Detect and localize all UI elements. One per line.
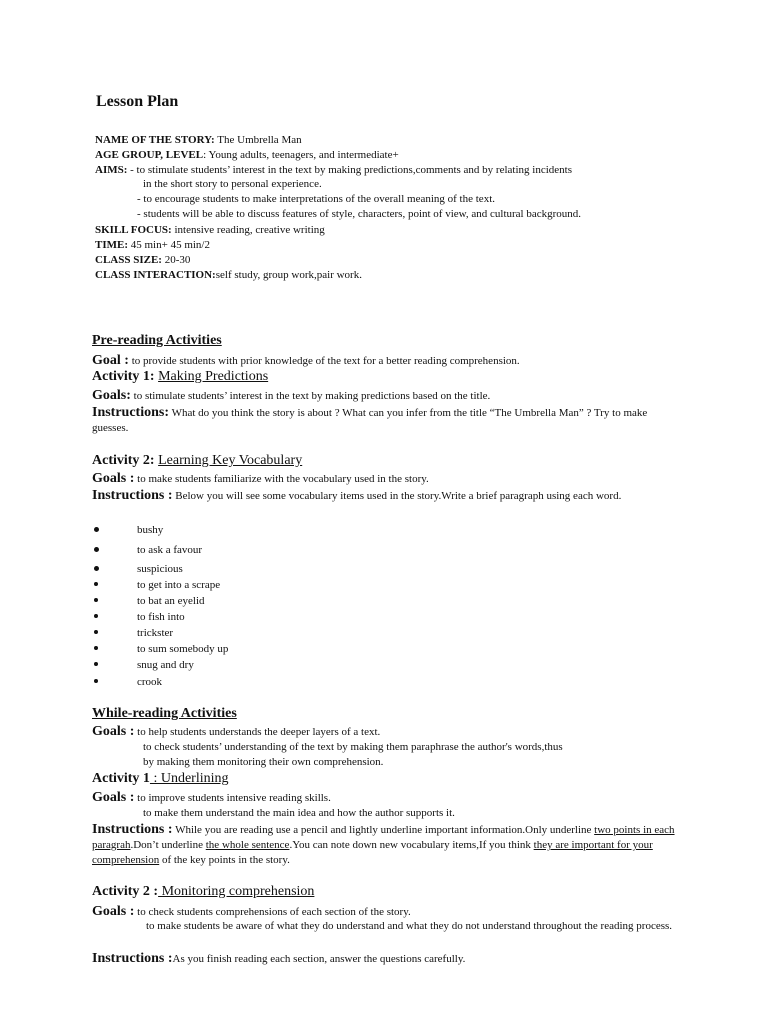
list-item: to sum somebody up [137, 643, 229, 655]
skill-line: SKILL FOCUS: intensive reading, creative writing [95, 224, 325, 236]
bullet-icon [94, 547, 99, 552]
while-activity-2-instructions: Instructions :As you finish reading each section, answer the questions carefully. [92, 951, 466, 966]
bullet-icon [94, 582, 98, 586]
page-title: Lesson Plan [96, 93, 179, 110]
while-activity-1-instructions: Instructions : While you are reading use a pencil and lightly underline important information.Only underline two points in each paragrah.Don’t underline the whole sentence.You can note down new vocabulary items,If you think they are important for your comprehension of the key points in the story. [92, 822, 675, 866]
list-item: bushy [137, 524, 164, 536]
aims-line: AIMS: - to stimulate students’ interest in the text by making predictions,comments and by relating incidents [95, 164, 572, 176]
list-item: suspicious [137, 563, 183, 575]
bullet-icon [94, 614, 98, 618]
list-item: snug and dry [137, 659, 194, 671]
list-item: to bat an eyelid [137, 595, 205, 607]
aims-line-3: - students will be able to discuss features of style, characters, point of view, and cultural background. [137, 208, 582, 220]
list-item: trickster [137, 627, 174, 639]
bullet-icon [94, 662, 98, 666]
list-item: to get into a scrape [137, 579, 221, 591]
pre-activity-2-goals: Goals : to make students familiarize with the vocabulary used in the story. [92, 471, 429, 486]
list-item: to ask a favour [137, 544, 203, 556]
pre-activity-1-heading: Activity 1: Making Predictions [92, 369, 269, 384]
pre-goal: Goal : to provide students with prior knowledge of the text for a better reading comprehension. [92, 353, 520, 368]
list-item: to fish into [137, 611, 185, 623]
bullet-icon [94, 630, 98, 634]
bullet-icon [94, 527, 99, 532]
while-activity-1-goals-2: to make them understand the main idea and how the author supports it. [143, 807, 455, 819]
list-item: crook [137, 676, 163, 688]
aims-line-2: - to encourage students to make interpretations of the overall meaning of the text. [137, 193, 495, 205]
bullet-icon [94, 566, 99, 571]
size-line: CLASS SIZE: 20-30 [95, 254, 191, 266]
pre-activity-2-heading: Activity 2: Learning Key Vocabulary [92, 453, 303, 468]
bullet-icon [94, 679, 98, 683]
while-activity-2-goals-2: to make students be aware of what they do understand and what they do not understand throughout the reading process. [146, 920, 673, 932]
while-activity-2-heading: Activity 2 : Monitoring comprehension [92, 884, 315, 899]
interaction-line: CLASS INTERACTION:self study, group work,pair work. [95, 269, 362, 281]
pre-activity-2-instructions: Instructions : Below you will see some vocabulary items used in the story.Write a brief paragraph using each word. [92, 488, 622, 503]
while-activity-1-goals: Goals : to improve students intensive reading skills. [92, 790, 331, 805]
while-activity-2-goals: Goals : to check students comprehensions of each section of the story. [92, 904, 411, 919]
while-reading-heading: While-reading Activities [92, 706, 237, 721]
pre-reading-heading: Pre-reading Activities [92, 333, 222, 348]
time-line: TIME: 45 min+ 45 min/2 [95, 239, 210, 251]
while-activity-1-heading: Activity 1 : Underlining [92, 771, 229, 786]
while-goals: Goals : to help students understands the deeper layers of a text. [92, 724, 381, 739]
story-line: NAME OF THE STORY: The Umbrella Man [95, 134, 302, 146]
age-line: AGE GROUP, LEVEL: Young adults, teenagers, and intermediate+ [95, 149, 399, 161]
while-goals-3: by making them monitoring their own comprehension. [143, 756, 384, 768]
pre-activity-1-goals: Goals: to stimulate students’ interest in the text by making predictions based on the title. [92, 388, 491, 403]
pre-activity-1-instructions: Instructions: What do you think the story is about ? What can you infer from the title “The Umbrella Man” ? Try to make guesses. [92, 405, 648, 434]
bullet-icon [94, 598, 98, 602]
aims-line-cont: in the short story to personal experience. [143, 178, 322, 190]
while-goals-2: to check students’ understanding of the text by making them paraphrase the author's words,thus [143, 741, 563, 753]
bullet-icon [94, 646, 98, 650]
